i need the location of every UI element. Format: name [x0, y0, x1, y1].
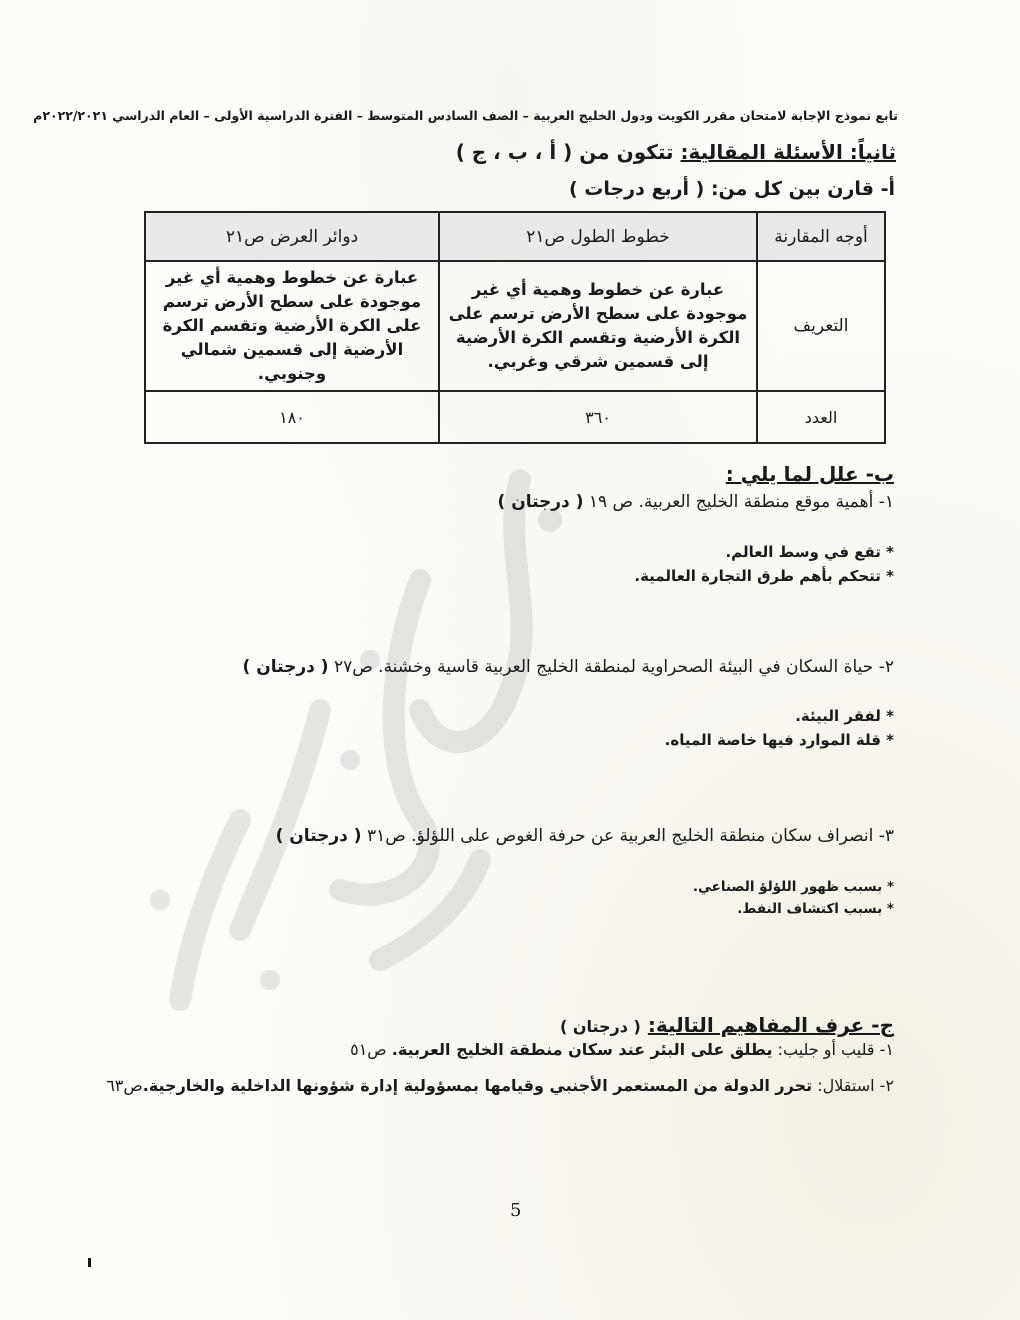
question-3	[276, 826, 894, 846]
longitude-definition-cell	[439, 261, 757, 391]
table-header-row	[145, 212, 885, 261]
concept-1-definition: يطلق على البئر عند سكان منطقة الخليج العربية.	[391, 1040, 773, 1059]
answer-2-1: * لفقر البيئة.	[795, 707, 894, 725]
question-3-text: ٣- انصراف سكان منطقة الخليج العربية عن حرفة الغوص على اللؤلؤ. ص٣١	[367, 826, 894, 846]
question-2-text: ٢- حياة السكان في البيئة الصحراوية لمنطقة الخليج العربية قاسية وخشنة. ص٢٧	[333, 657, 894, 677]
longitude-definition: عبارة عن خطوط وهمية أي غير موجودة على سطح الأرض ترسم على الكرة الأرضية وتقسم الكرة الأرضية إلى قسمين شرقي وغربي.	[448, 280, 748, 371]
question-2	[243, 657, 894, 677]
comparison-table	[144, 211, 886, 444]
section-title-rest: تتكون من ( أ ، ب ، ج )	[455, 140, 674, 164]
page-number: 5	[510, 1200, 522, 1221]
concept-2-page: ص٦٣	[106, 1076, 143, 1095]
header-line: تابع نموذج الإجابة لامتحان مقرر الكويت ودول الخليج العربية – الصف السادس المتوسط – الفترة الدراسية الأولى – العام الدراسي ٢٠٢٢/٢٠٢١م	[33, 108, 898, 123]
concept-2-term: ٢- استقلال:	[817, 1076, 894, 1095]
corner-mark	[88, 1258, 91, 1267]
latitude-definition-cell	[145, 261, 439, 391]
section-title-underlined: ثانياً: الأسئلة المقالية:	[680, 140, 896, 164]
question-1-answers	[634, 540, 894, 588]
count-label: العدد	[757, 391, 885, 443]
part-c-title	[560, 1013, 894, 1037]
question-1-marks: ( درجتان )	[497, 492, 584, 512]
concept-1-page: ص٥١	[350, 1040, 387, 1059]
latitude-definition: عبارة عن خطوط وهمية أي غير موجودة على سطح الأرض ترسم على الكرة الأرضية وتقسم الكرة الأرضية إلى قسمين شمالي وجنوبي.	[162, 268, 422, 383]
section-title	[456, 140, 896, 164]
latitude-count: ١٨٠	[145, 391, 439, 443]
watermark-graphic	[120, 460, 640, 1020]
answer-2-2: * قلة الموارد فيها خاصة المياه.	[664, 731, 894, 749]
definition-label: التعريف	[757, 261, 885, 391]
concept-2	[106, 1076, 894, 1095]
answer-1-2: * تتحكم بأهم طرق التجارة العالمية.	[634, 567, 894, 585]
question-1-text: ١- أهمية موقع منطقة الخليج العربية. ص ١٩	[588, 492, 894, 512]
answer-1-1: * تقع في وسط العالم.	[725, 543, 894, 561]
concept-1-term: ١- قليب أو جليب:	[777, 1040, 894, 1059]
question-2-marks: ( درجتان )	[242, 657, 329, 677]
answer-3-1: * بسبب ظهور اللؤلؤ الصناعي.	[692, 879, 894, 895]
latitude-header: دوائر العرض ص٢١	[145, 212, 439, 261]
concept-1	[350, 1040, 894, 1059]
answer-3-2: * بسبب اكتشاف النفط.	[737, 901, 894, 917]
count-row	[145, 391, 885, 443]
part-a-title: أ- قارن بين كل من: ( أربع درجات )	[568, 178, 895, 200]
question-3-answers	[693, 876, 894, 920]
longitude-count: ٣٦٠	[439, 391, 757, 443]
definition-row	[145, 261, 885, 391]
question-2-answers	[665, 704, 894, 752]
longitude-header: خطوط الطول ص٢١	[439, 212, 757, 261]
question-1	[498, 492, 895, 512]
concept-2-definition: تحرر الدولة من المستعمر الأجنبي وقيامها بمسؤولية إدارة شؤونها الداخلية والخارجية.	[142, 1076, 813, 1095]
question-3-marks: ( درجتان )	[275, 826, 362, 846]
part-c-title-underlined: ج- عرف المفاهيم التالية:	[647, 1013, 894, 1037]
part-c-marks: ( درجتان )	[559, 1017, 641, 1036]
part-b-title: ب- علل لما يلي :	[725, 462, 894, 486]
aspect-header: أوجه المقارنة	[757, 212, 885, 261]
